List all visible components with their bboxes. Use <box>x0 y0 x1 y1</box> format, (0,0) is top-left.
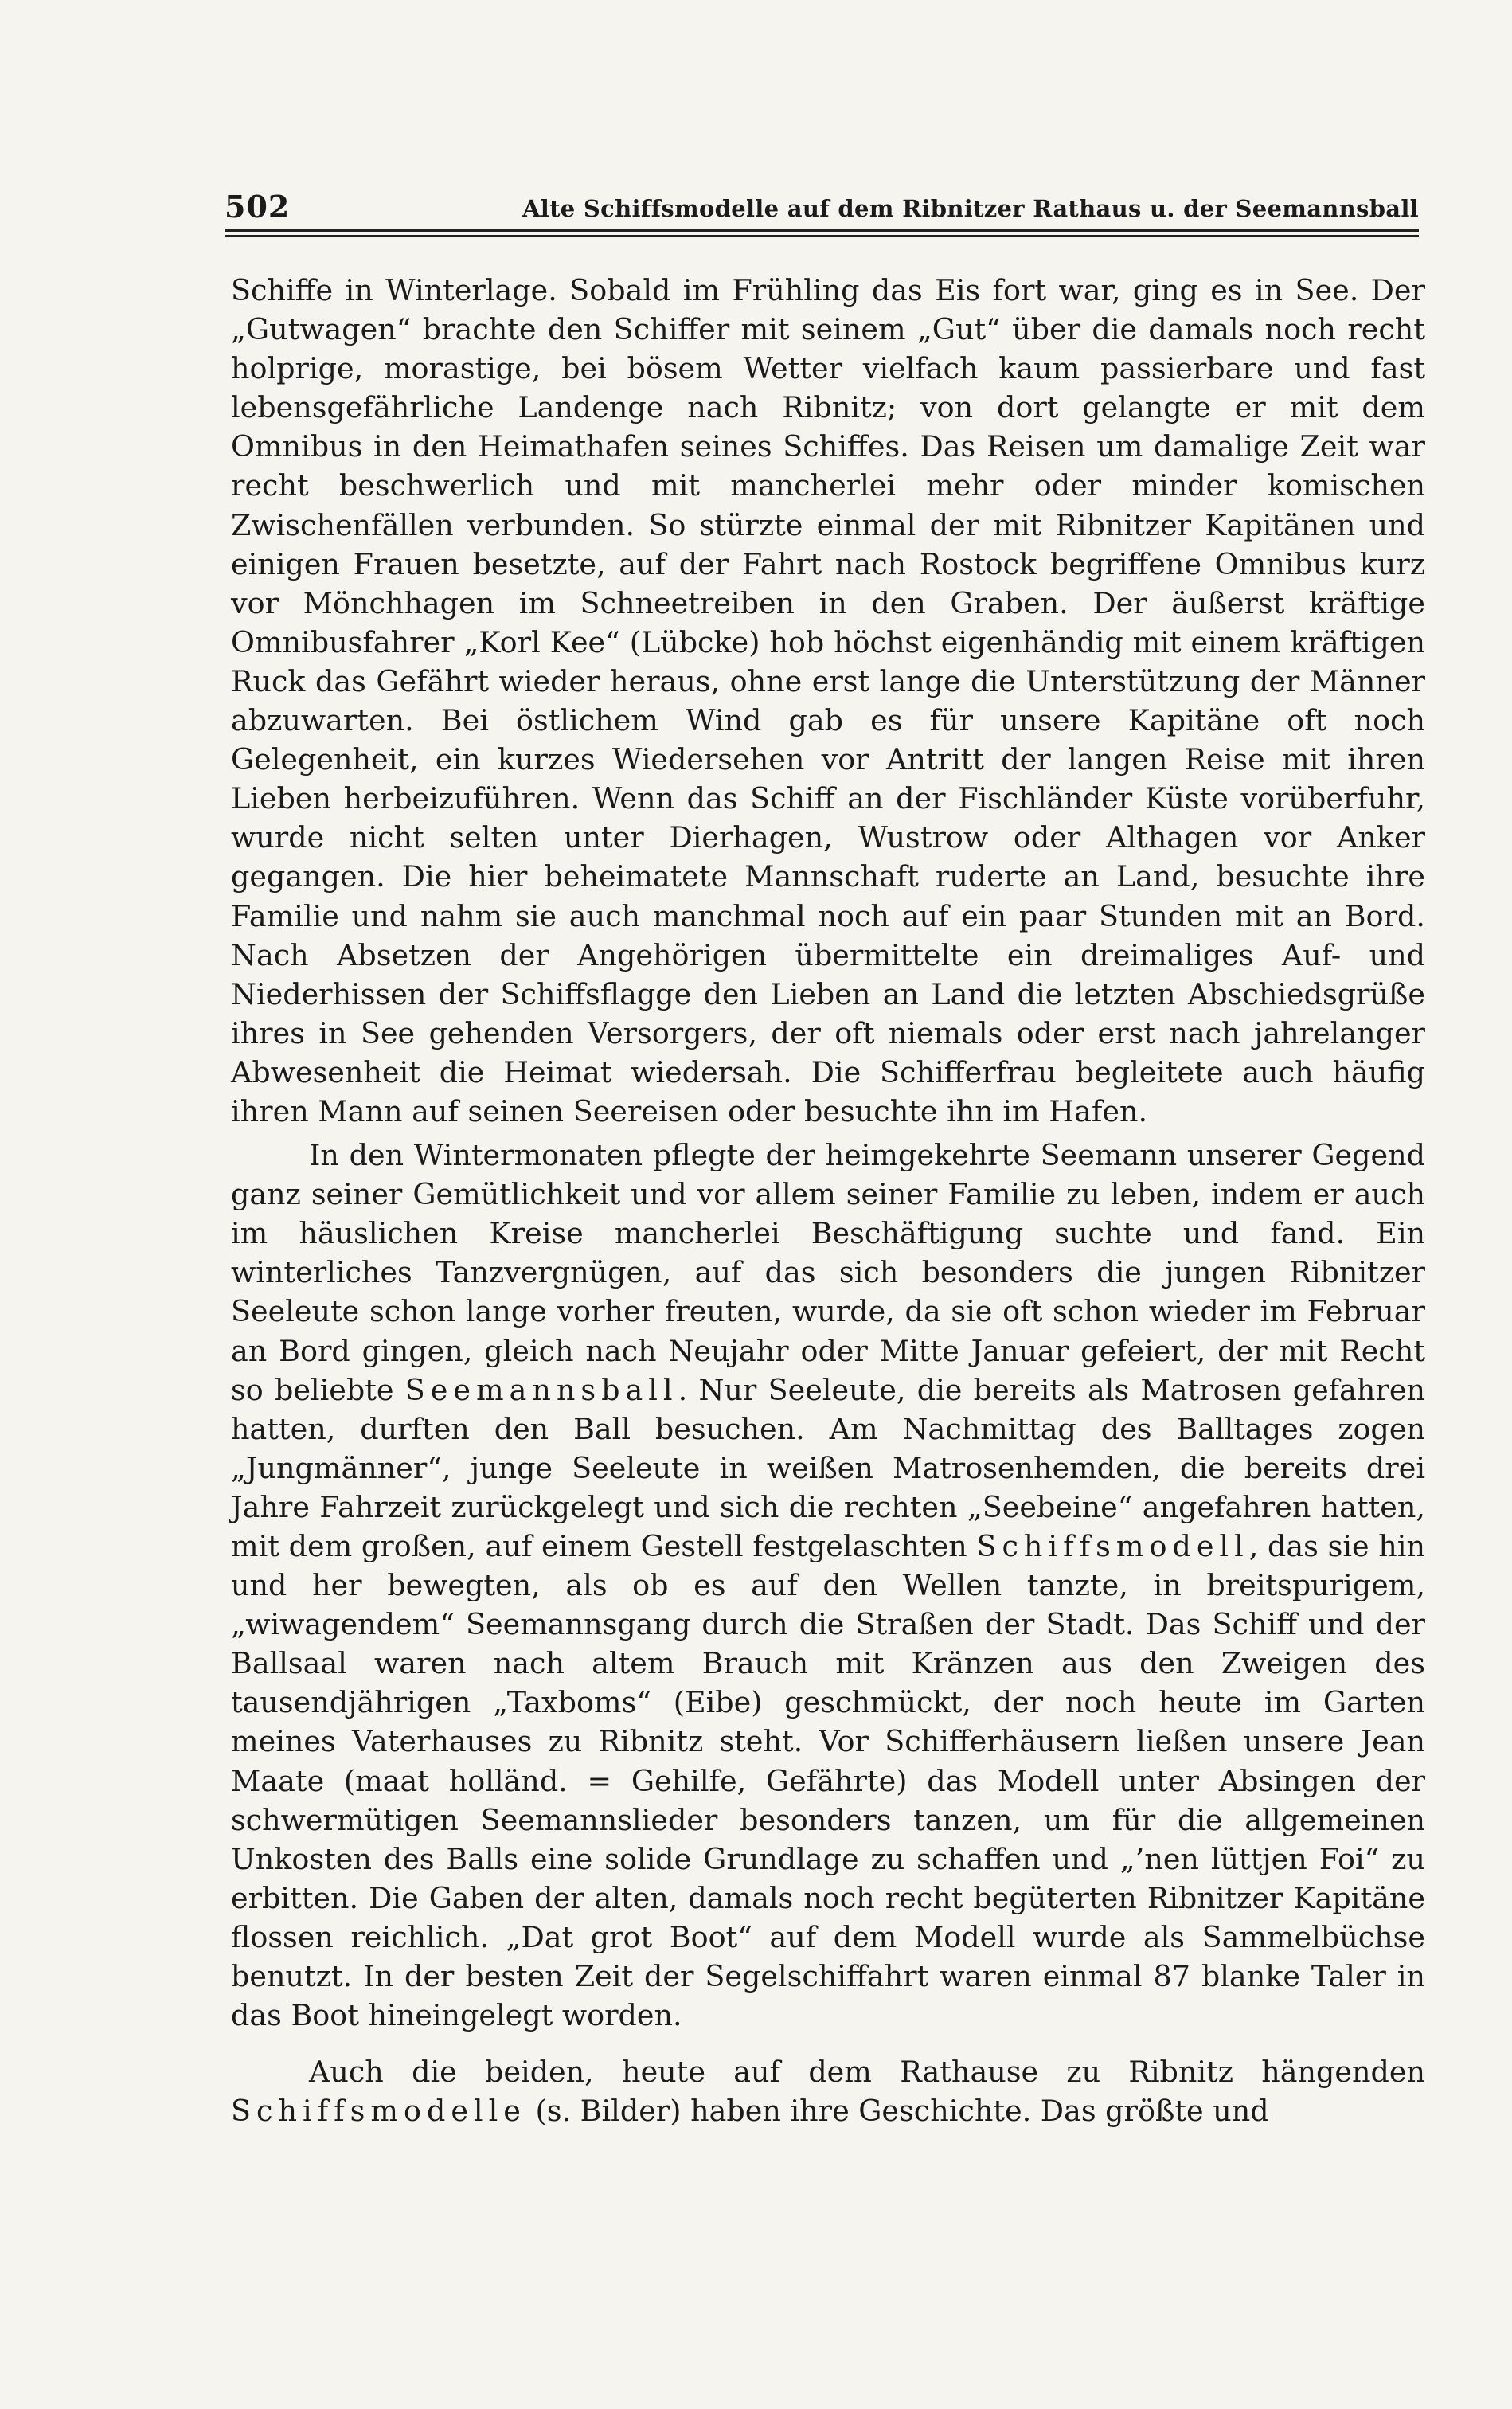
spaced-term-schiffsmodell: Schiffsmodell <box>976 1529 1249 1563</box>
spaced-term-schiffsmodelle: Schiffsmodelle <box>231 2094 526 2129</box>
paragraph-2 <box>231 1136 1425 2035</box>
paragraph-2-text-b: . Nur Seeleute, die bereits als Matrosen gefahren hatten, durften den Ball besuchen. Am Nachmittag des Balltages zogen „Jungmänner“, junge Seeleute in weißen Matrosenhemden, die bereits drei Jahre Fahrzeit zurückgelegt und sich die rechten „Seebeine“ angefahren hatten, mit dem großen, auf einem Gestell festgelaschten <box>231 1372 1426 1563</box>
page-number: 502 <box>225 189 291 225</box>
paragraph-1 <box>231 271 1425 1131</box>
paragraph-2-text-c: , das sie hin und her bewegten, als ob es auf den Wellen tanzte, in breitspurigem, „wiwagendem“ Seemannsgang durch die Straßen der Stadt. Das Schiff und der Ballsaal waren nach altem Brauch mit Kränzen aus den Zweigen des tausendjährigen „Taxboms“ (Eibe) geschmückt, der noch heute im Garten meines Vaterhauses zu Ribnitz steht. Vor Schifferhäusern ließen unsere Jean Maate (maat holländ. = Gehilfe, Gefährte) das Modell unter Absingen der schwermütigen Seemannslieder besonders tanzen, um für die allgemeinen Unkosten des Balls eine solide Grundlage zu schaffen und „’nen lüttjen Foi“ zu erbitten. Die Gaben der alten, damals noch recht begüterten Ribnitzer Kapitäne flossen reichlich. „Dat grot Boot“ auf dem Modell wurde als Sammelbüchse benutzt. In der besten Zeit der Segelschiffahrt waren einmal 87 blanke Taler in das Boot hineingelegt worden. <box>231 1529 1425 2033</box>
header-rule-thin <box>225 235 1419 237</box>
paragraph-1-text: Schiffe in Winterlage. Sobald im Frühling das Eis fort war, ging es in See. Der „Gutwagen“ brachte den Schiffer mit seinem „Gut“ über die damals noch recht holprige, morastige, bei bösem Wetter vielfach kaum passierbare und fast lebensgefährliche Landenge nach Ribnitz; von dort gelangte er mit dem Omnibus in den Heimathafen seines Schiffes. Das Reisen um damalige Zeit war recht beschwerlich und mit mancherlei mehr oder minder komischen Zwischenfällen verbunden. So stürzte einmal der mit Ribnitzer Kapitänen und einigen Frauen besetzte, auf der Fahrt nach Rostock begriffene Omnibus kurz vor Mönchhagen im Schneetreiben in den Graben. Der äußerst kräftige Omnibusfahrer „Korl Kee“ (Lübcke) hob höchst eigenhändig mit einem kräftigen Ruck das Gefährt wieder heraus, ohne erst lange die Unterstützung der Männer abzuwarten. Bei östlichem Wind gab es für unsere Kapitäne oft noch Gelegenheit, ein kurzes Wiedersehen vor Antritt der langen Reise mit ihren Lieben herbeizuführen. Wenn das Schiff an der Fischländer Küste vorüberfuhr, wurde nicht selten unter Dierhagen, Wustrow oder Althagen vor Anker gegangen. Die hier beheimatete Mannschaft ruderte an Land, besuchte ihre Familie und nahm sie auch manchmal noch auf ein paar Stunden mit an Bord. Nach Absetzen der Angehörigen übermittelte ein dreimaliges Auf- und Niederhissen der Schiffsflagge den Lieben an Land die letzten Abschiedsgrüße ihres in See gehenden Versorgers, der oft niemals oder erst nach jahrelanger Abwesenheit die Heimat wiedersah. Die Schifferfrau begleitete auch häufig ihren Mann auf seinen Seereisen oder besuchte ihn im Hafen. <box>231 273 1425 1128</box>
running-title: Alte Schiffsmodelle auf dem Ribnitzer Rathaus u. der Seemannsball <box>522 195 1419 222</box>
header-rule-thick <box>225 229 1419 232</box>
paragraph-3-text-a: Auch die beiden, heute auf dem Rathause zu Ribnitz hängenden <box>309 2055 1425 2090</box>
page-header <box>225 188 1419 226</box>
paragraph-3 <box>231 2052 1425 2130</box>
body-text <box>231 271 1425 2130</box>
paragraph-2-text-a: In den Wintermonaten pflegte der heimgekehrte Seemann unserer Gegend ganz seiner Gemütlichkeit und vor allem seiner Familie zu leben, indem er auch im häuslichen Kreise mancherlei Beschäftigung suchte und fand. Ein winterliches Tanzvergnügen, auf das sich besonders die jungen Ribnitzer Seeleute schon lange vorher freuten, wurde, da sie oft schon wieder im Februar an Bord gingen, gleich nach Neujahr oder Mitte Januar gefeiert, der mit Recht so beliebte <box>231 1138 1425 1407</box>
spaced-term-seemannsball: Seemannsball <box>404 1372 678 1407</box>
paragraph-3-text-b: (s. Bilder) haben ihre Geschichte. Das größte und <box>525 2094 1269 2129</box>
